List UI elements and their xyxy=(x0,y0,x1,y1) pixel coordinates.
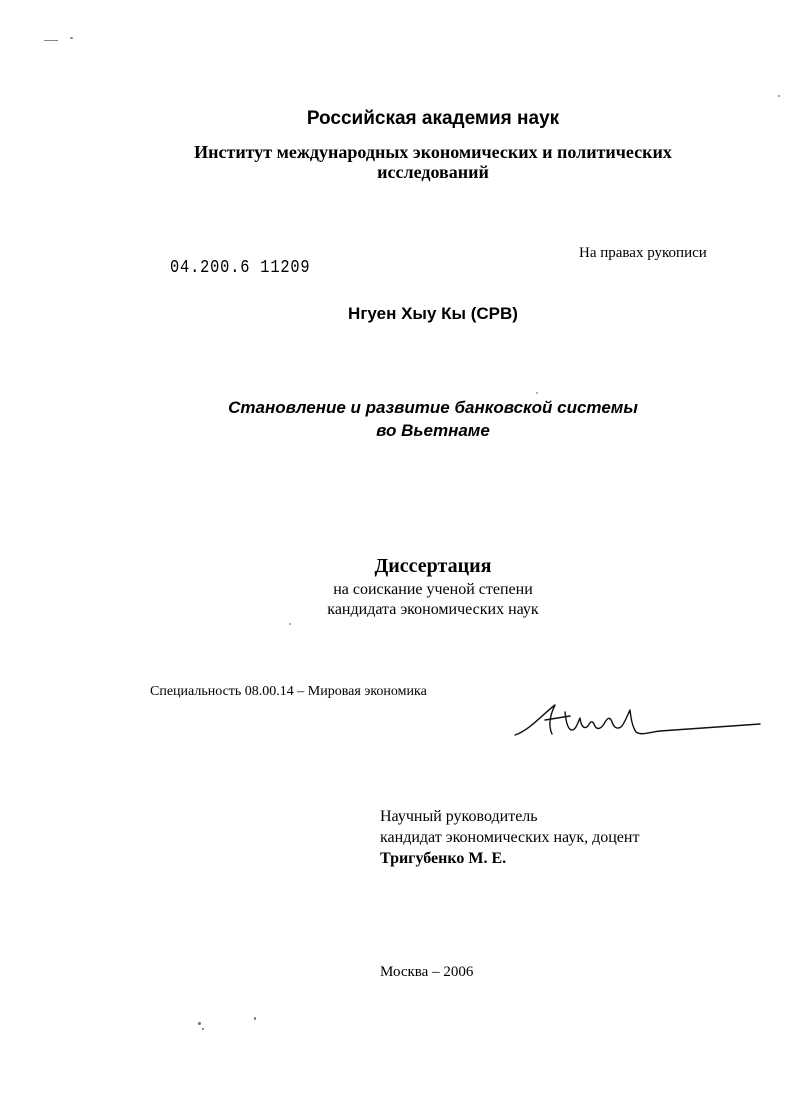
city-year: Москва – 2006 xyxy=(380,964,474,980)
thesis-title-line2: во Вьетнаме xyxy=(376,421,490,440)
scan-speck xyxy=(198,1022,201,1025)
supervisor-name: Тригубенко М. Е. xyxy=(380,850,507,867)
scan-speck xyxy=(202,1028,204,1030)
degree-line1: на соискание ученой степени xyxy=(333,581,533,598)
institute-name-line2: исследований xyxy=(377,162,489,182)
registration-code: 04.200.6 11209 xyxy=(170,258,311,278)
manuscript-rights-note: На правах рукописи xyxy=(579,245,707,261)
scan-speck xyxy=(70,37,73,39)
scan-speck xyxy=(44,40,58,41)
supervisor-degree: кандидат экономических наук, доцент xyxy=(380,829,640,846)
academy-name: Российская академия наук xyxy=(306,108,560,129)
scan-speck xyxy=(254,1017,256,1020)
scan-speck xyxy=(778,95,780,97)
thesis-title-line1: Становление и развитие банковской системы xyxy=(228,398,638,417)
document-type: Диссертация xyxy=(374,555,492,577)
author-name: Нгуен Хыу Кы (СРВ) xyxy=(348,304,518,323)
institute-name-line1: Институт международных экономических и политических xyxy=(194,142,672,162)
scan-speck xyxy=(289,623,291,625)
degree-line2: кандидата экономических наук xyxy=(327,601,539,618)
specialty: Специальность 08.00.14 – Мировая экономика xyxy=(150,684,427,699)
supervisor-role: Научный руководитель xyxy=(380,808,538,825)
scan-speck xyxy=(536,392,538,394)
handwritten-signature xyxy=(510,700,770,750)
